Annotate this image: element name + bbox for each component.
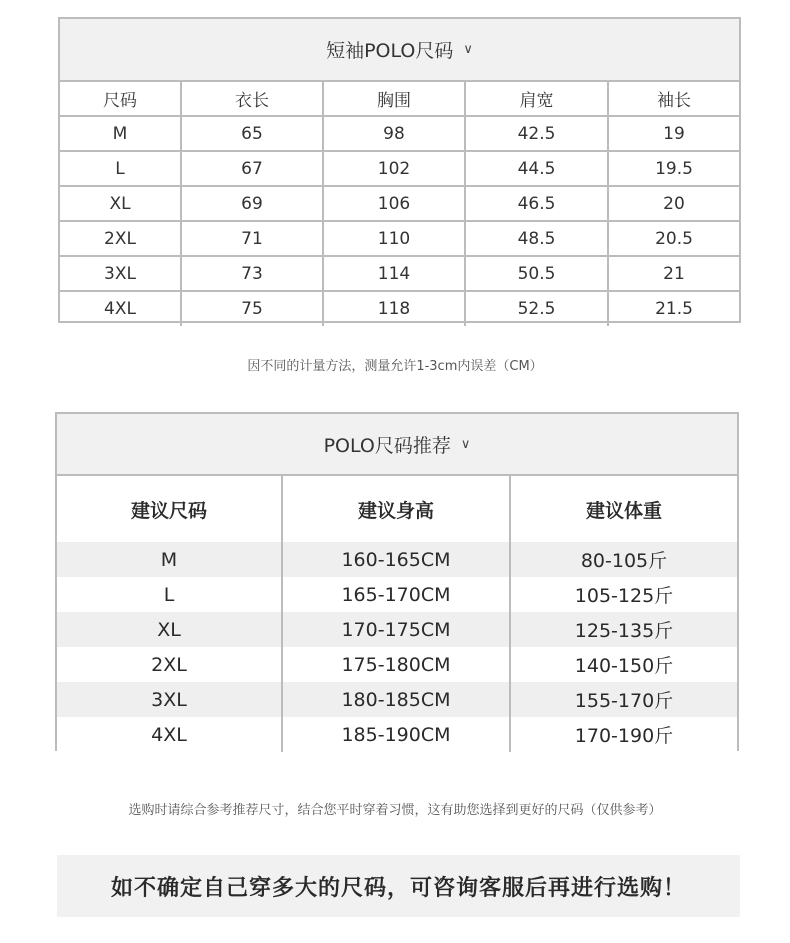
table-cell: 21 [663,263,685,284]
table-cell: 4XL [57,717,283,752]
table-row [60,292,739,326]
table-cell: 114 [324,257,466,290]
table-cell: 20 [663,193,685,214]
chevron-down-icon[interactable]: ∨ [463,42,473,57]
table-cell: 50.5 [466,257,609,290]
table-cell: 80-105斤 [580,550,668,572]
header-cell: 袖长 [657,91,691,111]
table-cell: 3XL [60,257,182,290]
table-cell: M [60,117,182,150]
table-cell: 21.5 [655,299,693,319]
table-row [57,577,737,612]
table-row [60,187,739,222]
table-row [60,257,739,292]
table-cell: 20.5 [655,228,693,249]
table-row [60,152,739,187]
banner-text: 如不确定自己穿多大的尺码，可咨询客服后再进行选购！ [110,875,686,901]
table-cell: 3XL [57,682,283,717]
table-cell: 105-125斤 [574,585,674,607]
header-cell: 胸围 [324,82,466,115]
table-row [57,647,737,682]
header-cell: 建议身高 [283,476,511,542]
table-cell: 125-135斤 [574,620,674,642]
header-cell: 肩宽 [466,82,609,115]
table-cell: 175-180CM [283,647,511,682]
table-cell: 19 [663,123,685,144]
table-cell: 44.5 [466,152,609,185]
table-cell: 98 [324,117,466,150]
chevron-down-icon[interactable]: ∨ [460,436,471,452]
recommend-header-row [57,476,737,542]
table-cell: 185-190CM [283,717,511,752]
size-chart-table [58,17,741,323]
table-cell: 110 [324,222,466,255]
table-cell: 48.5 [466,222,609,255]
table-cell: 42.5 [466,117,609,150]
table-cell: M [57,542,283,577]
header-cell: 建议体重 [585,499,662,522]
table-row [60,117,739,152]
table-cell: 102 [324,152,466,185]
size-chart-title: 短袖POLO尺码 [326,40,454,62]
table-cell: 170-190斤 [574,725,674,747]
table-cell: 170-175CM [283,612,511,647]
table-row [60,222,739,257]
customer-service-banner [57,855,740,917]
table-cell: 2XL [57,647,283,682]
recommend-body [57,542,737,752]
table-cell: L [60,152,182,185]
measurement-note: 因不同的计量方法，测量允许1-3cm内误差（CM） [247,359,543,374]
size-chart-header-row [60,82,739,117]
size-chart-title-bar[interactable] [60,19,739,82]
table-cell: XL [57,612,283,647]
table-cell: 71 [182,222,324,255]
header-cell: 衣长 [182,82,324,115]
table-cell: 118 [324,292,466,326]
table-row [57,542,737,577]
table-cell: L [57,577,283,612]
table-cell: 4XL [60,292,182,326]
header-cell: 建议尺码 [57,476,283,542]
recommend-chart-title: POLO尺码推荐 [323,434,451,457]
header-cell: 尺码 [60,82,182,115]
table-cell: 106 [324,187,466,220]
table-cell: XL [60,187,182,220]
recommend-chart-table [55,412,739,751]
table-row [57,717,737,752]
table-cell: 19.5 [655,158,693,179]
table-cell: 180-185CM [283,682,511,717]
table-cell: 73 [182,257,324,290]
table-cell: 2XL [60,222,182,255]
table-row [57,612,737,647]
table-cell: 52.5 [466,292,609,326]
advice-note: 选购时请综合参考推荐尺寸，结合您平时穿着习惯，这有助您选择到更好的尺码（仅供参考） [128,803,662,818]
table-cell: 65 [182,117,324,150]
table-cell: 46.5 [466,187,609,220]
table-cell: 155-170斤 [574,690,674,712]
table-cell: 140-150斤 [574,655,674,677]
table-cell: 165-170CM [283,577,511,612]
recommend-chart-title-bar[interactable] [57,414,737,476]
table-cell: 67 [182,152,324,185]
table-cell: 75 [182,292,324,326]
table-row [57,682,737,717]
table-cell: 69 [182,187,324,220]
table-cell: 160-165CM [283,542,511,577]
